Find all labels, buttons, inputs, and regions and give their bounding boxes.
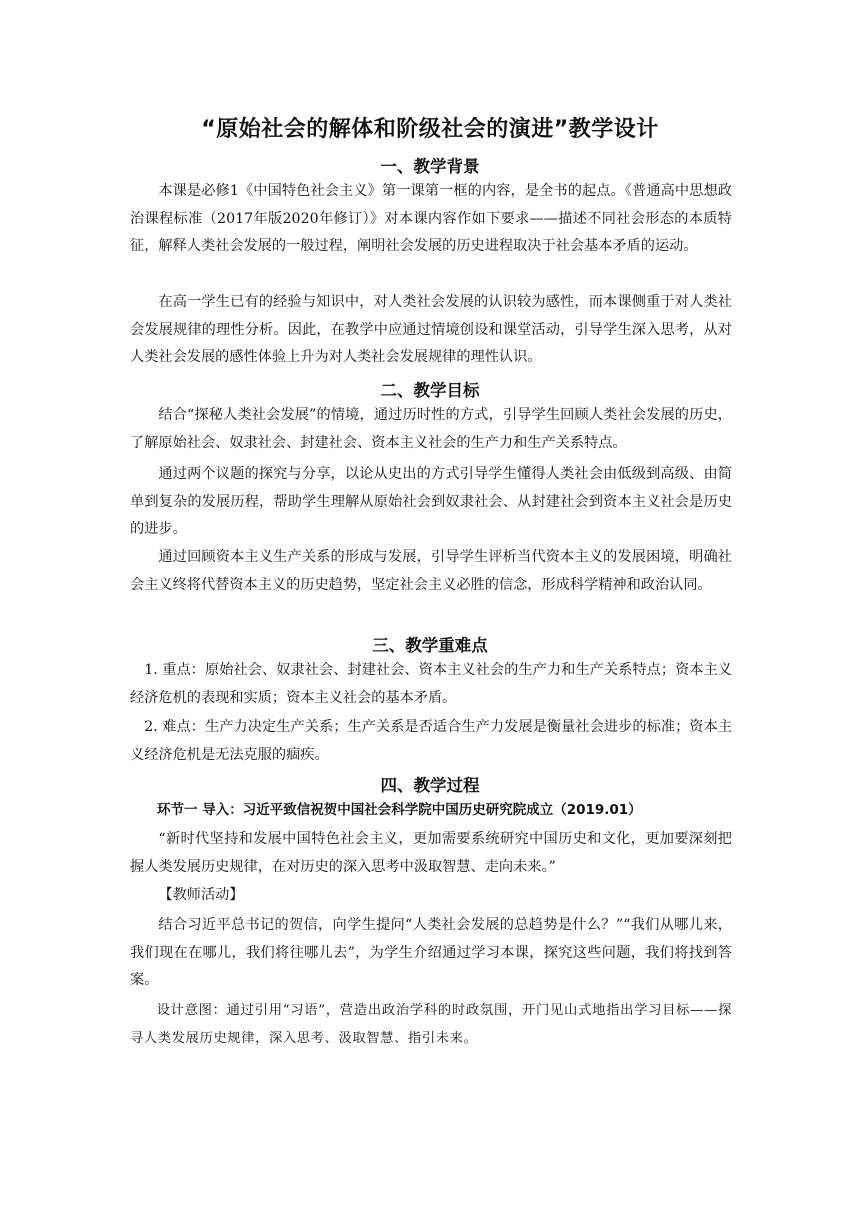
goals-paragraph-3: 通过回顾资本主义生产关系的形成与发展，引导学生评析当代资本主义的发展困境，明确社会主义终将代替资本主义的历史趋势，坚定社会主义必胜的信念，形成科学精神和政治认同。 <box>130 549 732 593</box>
section-heading-goals: 二、教学目标 <box>380 381 480 400</box>
goals-paragraph-1: 结合“探秘人类社会发展”的情境，通过历时性的方式，引导学生回顾人类社会发展的历史，了解原始社会、奴隶社会、封建社会、资本主义社会的生产力和生产关系特点。 <box>130 407 732 451</box>
background-paragraph-1: 本课是必修1《中国特色社会主义》第一课第一框的内容，是全书的起点。《普通高中思想政治课程标准（2017年版2020年修订）》对本课内容作如下要求——描述不同社会形态的本质特征，解释人类社会发展的一般过程，阐明社会发展的历史进程取决于社会基本矛盾的运动。 <box>130 183 732 254</box>
key-point-item-2: 2. 难点：生产力决定生产关系；生产关系是否适合生产力发展是衡量社会进步的标准；资本主义经济危机是无法克服的痼疾。 <box>130 719 732 763</box>
teacher-activity-text: 结合习近平总书记的贺信，向学生提问“人类社会发展的总趋势是什么？”“我们从哪儿来，我们现在在哪儿，我们将往哪儿去”，为学生介绍通过学习本课，探究这些问题，我们将找到答案。 <box>130 917 732 988</box>
key-point-item-1: 1. 重点：原始社会、奴隶社会、封建社会、资本主义社会的生产力和生产关系特点；资本主义经济危机的表现和实质；资本主义社会的基本矛盾。 <box>130 662 732 706</box>
document-title: “原始社会的解体和阶级社会的演进”教学设计 <box>201 117 659 142</box>
process-step-1-heading: 环节一 导入：习近平致信祝贺中国社会科学院中国历史研究院成立（2019.01） <box>157 802 642 818</box>
design-intent: 设计意图：通过引用“习语”，营造出政治学科的时政氛围，开门见山式地指出学习目标——探寻人类发展历史规律，深入思考、汲取智慧、指引未来。 <box>130 1003 732 1046</box>
background-paragraph-2: 在高一学生已有的经验与知识中，对人类社会发展的认识较为感性，而本课侧重于对人类社会发展规律的理性分析。因此，在教学中应通过情境创设和课堂活动，引导学生深入思考，从对人类社会发展的感性体验上升为对人类社会发展规律的理性认识。 <box>130 294 732 365</box>
process-quote: “新时代坚持和发展中国特色社会主义，更加需要系统研究中国历史和文化，更加要深刻把握人类发展历史规律，在对历史的深入思考中汲取智慧、走向未来。” <box>130 831 732 875</box>
section-heading-background: 一、教学背景 <box>380 157 480 176</box>
section-heading-process: 四、教学过程 <box>380 776 480 795</box>
section-heading-key-points: 三、教学重难点 <box>372 636 488 655</box>
teacher-activity-label: 【教师活动】 <box>158 887 244 903</box>
goals-paragraph-2: 通过两个议题的探究与分享，以论从史出的方式引导学生懂得人类社会由低级到高级、由简单到复杂的发展历程，帮助学生理解从原始社会到奴隶社会、从封建社会到资本主义社会是历史的进步。 <box>130 466 732 537</box>
